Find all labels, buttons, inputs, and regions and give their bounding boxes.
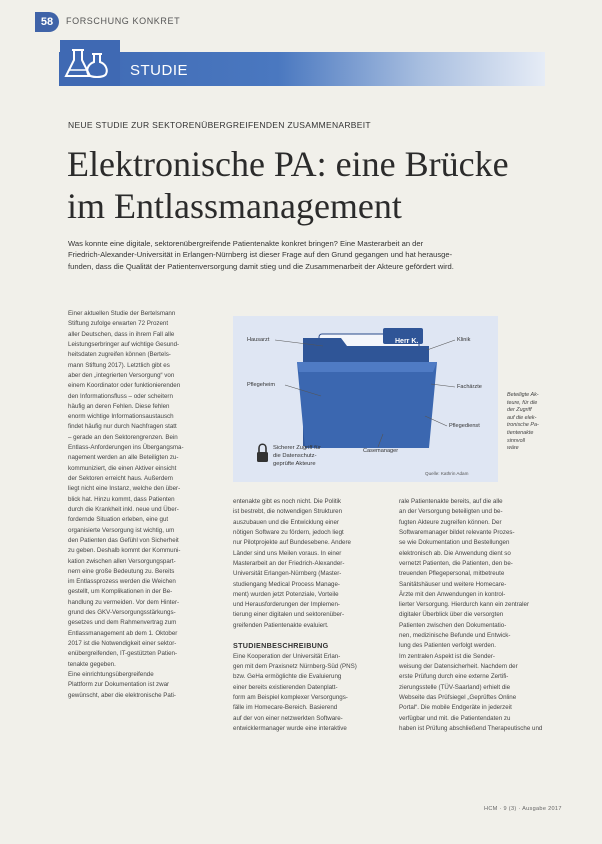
column-line: digitaler Überblick über die versorgten [399,611,504,619]
column-line: entenakte gibt es noch nicht. Die Politik [233,498,342,505]
column-line: den Informationsfluss – oder scheitern [68,392,173,400]
column-line: handlung zu vermeiden. Vor dem Hinter- [68,598,180,606]
article-column-2 [233,497,378,734]
column-line: Sanitätshäuser und weitere Homecare- [399,580,507,588]
headline-line: im Entlassmanagement [67,186,402,226]
page-number: 58 [35,12,59,32]
banner-title: STUDIE [130,62,189,79]
column-line: vernetzt Patienten, die Patienten, den be- [399,559,513,567]
column-line: fälle im Homecare-Bereich. Basierend [233,704,338,712]
caption-line: auf die elek- [507,414,537,421]
column-line: Softwaremanager bildet relevante Prozes- [399,528,515,536]
column-line [233,631,378,641]
lock-text-line: Sicherer Zugriff für [273,445,321,451]
column-line: zierungsstelle (TÜV-Saarland) erhielt die [399,683,511,691]
column-line: fugten Akteure zugreifen können. Der [399,518,502,526]
column-line: Entlassmanagement ab dem 1. Oktober [68,629,178,637]
column-line: entwicklermanager wurde eine interaktive [233,724,347,732]
column-line: Webseite das Prüfsiegel „Geprüftes Online [399,693,517,701]
column-line: erste Prüfung durch eine externe Zertifi- [399,673,509,681]
column-line: nagement werden an alle Beteiligten zu- [68,454,179,462]
column-line: se wie Dokumentation und Bestellungen [399,539,510,547]
caption-line: teure, für die [507,399,538,406]
article-column-1 [68,309,218,701]
column-line: auszubauen und die Entwicklung einer [233,518,339,526]
column-line: Ärzte mit den Anwendungen in kontrol- [399,590,506,598]
lead-line: Was konnte eine digitale, sektorenübergreifende Patientenakte konkret bringen? Eine Masterarbeit an der [68,239,424,248]
column-line: 2017 ist die Notwendigkeit einer sektor- [68,640,177,647]
article-column-3 [399,497,549,734]
column-line: an der Versorgung beteiligten und be- [399,508,503,516]
column-line: zu geben. Deshalb kommt der Kommuni- [68,547,181,555]
column-line: ist bestrebt, die notwendigen Strukturen [233,508,343,516]
lab-flask-icon [60,40,120,86]
column-line: aller Deutschen, dass in ihrem Fall alle [68,330,175,338]
column-line: Universität Erlangen-Nürnberg (Master- [233,570,342,578]
column-line: mann Stiftung 2017). Letztlich gibt es [68,361,170,369]
column-line: durch die Krankheit inkl. neue und Über- [68,505,179,513]
column-line: Im zentralen Aspekt ist die Sender- [399,652,495,660]
column-line: aber den „integrierten Versorgung“ von [68,371,175,379]
label-pflegedienst: Pflegedienst [449,423,480,429]
column-line: gen mit dem Praxisnetz Nürnberg-Süd (PNS) [233,663,357,670]
column-line: tierung einer digitalen und sektorenüber- [233,611,345,619]
caption-line: der Zugriff [507,407,532,414]
figure-credit: Quelle: Kathrin Adam [425,471,469,476]
column-line: bzw. GeHa ermöglichte die Evaluierung [233,673,342,681]
column-line: Plattform zur Dokumentation ist zwar [68,681,170,689]
column-line: im Entlassprozess werden die Weichen [68,578,176,586]
column-line: den Patienten das Gefühl von Sicherheit [68,536,179,544]
column-line: heitsdaten zugreifen können (Bertels- [68,351,171,359]
label-fachaerzte: Fachärzte [457,384,482,390]
column-line: einem Koordinator oder funktionierenden [68,382,181,390]
column-line: häufig an deren Fehlen. Diese fehlen [68,402,170,410]
subheading: STUDIENBESCHREIBUNG [233,641,329,651]
column-line: enorm wichtige Informationsaustausch [68,413,174,421]
column-line: gesetzes und dem Rahmenvertrag zum [68,619,177,627]
column-line: gewünscht, aber die elektronische Pati- [68,691,176,699]
column-line: kommuniziert, die einen Aktiver einsicht [68,464,177,472]
column-line: grund des GKV-Versorgungsstärkungs- [68,609,176,617]
column-line: einer bereits existierenden Datenplatt- [233,683,338,691]
section-label: FORSCHUNG KONKRET [66,16,181,26]
column-line: ment) wurden jetzt Potenziale, Vorteile [233,590,339,598]
column-line: Patienten zwischen den Dokumentatio- [399,621,507,629]
column-line: greifenden Patientenakte evaluiert. [233,621,329,629]
lock-text-line: geprüfte Akteure [273,461,316,467]
lead-line: funden, dass die Qualität der Patientenversorgung damit stieg und die Zusammenarbeit der Akteure gefördert wird. [68,261,454,271]
column-line: Entlass-Anforderungen ins Übergangsma- [68,444,184,452]
column-line: findet häufig nur durch Nachfragen statt [68,423,177,431]
column-line: blick hat. Hinzu kommt, dass Patienten [68,495,175,503]
column-line: nern eine große Bedeutung zu. Bereits [68,567,175,575]
column-line: elektronisch ab. Die Anwendung dient so [399,549,511,557]
column-line: verfügbar und mit. die Patientendaten zu [399,714,511,722]
column-line: lierter Versorgung. Hierdurch kann ein zentraler [399,601,530,609]
caption-line: Beteiligte Ak- [507,392,539,398]
lock-text [273,444,321,468]
column-line: der Sektoren erreicht haus. Außerdem [68,475,173,482]
column-line: nur Pilotprojekte auf Bundesebene. Andere [233,539,351,547]
column-line: organisierte Versorgung ist wichtig, um [68,526,175,534]
column-line: und Herausforderungen der Implemen- [233,601,340,609]
column-line: Länder sind uns Meilen voraus. In einer [233,549,342,557]
column-line: nötigen Software zu fördern, jedoch liegt [233,528,344,536]
label-klinik: Klinik [457,337,471,343]
lead-line: Friedrich-Alexander-Universität in Erlangen-Nürnberg ist dieser Frage auf den Grund gegangen und hat herausge- [68,250,453,260]
column-line: rale Patientenakte bereits, auf die alle [399,498,503,505]
column-line: Eine einrichtungsübergreifende [68,670,154,678]
column-line: tenakte gegeben. [68,660,116,668]
column-line: Leistungserbringer auf wichtige Gesund- [68,340,180,348]
column-line: nen, medizinische Befunde und Entwick- [399,632,511,640]
lock-icon [257,444,268,462]
caption-line: tronische Pa- [507,422,539,429]
column-line: Masterarbeit an der Friedrich-Alexander- [233,559,345,567]
column-line: Stiftung zufolge erwarten 72 Prozent [68,320,169,328]
folder-icon [297,328,437,448]
label-hausarzt: Hausarzt [247,337,270,343]
label-pflegeheim: Pflegeheim [247,382,275,388]
article-headline [67,143,547,227]
article-lead [68,238,538,272]
column-line: gestellt, um Komplikationen in der Be- [68,588,173,596]
lock-text-line: die Datenschutz- [273,453,317,459]
headline-line: Elektronische PA: eine Brücke [67,144,509,184]
column-line: Einer aktuellen Studie der Bertelsmann [68,310,176,317]
caption-line: wäre [507,445,519,452]
column-line: kation zwischen allen Versorgungspart- [68,557,176,565]
patient-record-figure [233,316,498,482]
column-line: form am Beispiel komplexer Versorgungs- [233,693,348,701]
column-line: studiengang Medical Process Manage- [233,580,340,588]
column-line: Eine Kooperation der Universität Erlan- [233,652,341,660]
column-line: haben ist Prüfung abschließend Therapeutische und [399,724,543,732]
column-line: auf der von einer netzwerkten Software- [233,714,343,722]
caption-line: sinnvoll [507,437,525,444]
column-line: enübergreifenden, IT-gestützten Patien- [68,650,178,658]
label-casemanager: Casemanager [363,448,399,454]
column-line: Portal“. Die mobile Endgeräte in jederzeit [399,704,512,712]
folder-tab-label: Herr K. [395,338,419,345]
column-line: – gerade an den Sektorengrenzen. Bein [68,433,178,441]
column-line: fordernde Situation erleben, eine gut [68,516,169,524]
page-footer: HCM · 9 (3) · Ausgabe 2017 [484,806,562,812]
figure-caption [507,392,549,453]
column-line: treuenden Pflegepersonal, mitbetreute [399,570,505,578]
column-line: liegt nicht eine Instanz, welche den über- [68,485,181,493]
column-line: weisung der Datensicherheit. Nachdem der [399,663,518,670]
column-line: lung des Patienten verfolgt werden. [399,642,496,650]
article-kicker: NEUE STUDIE ZUR SEKTORENÜBERGREIFENDEN ZUSAMMENARBEIT [68,120,371,130]
caption-line: tientenakte [507,429,534,436]
